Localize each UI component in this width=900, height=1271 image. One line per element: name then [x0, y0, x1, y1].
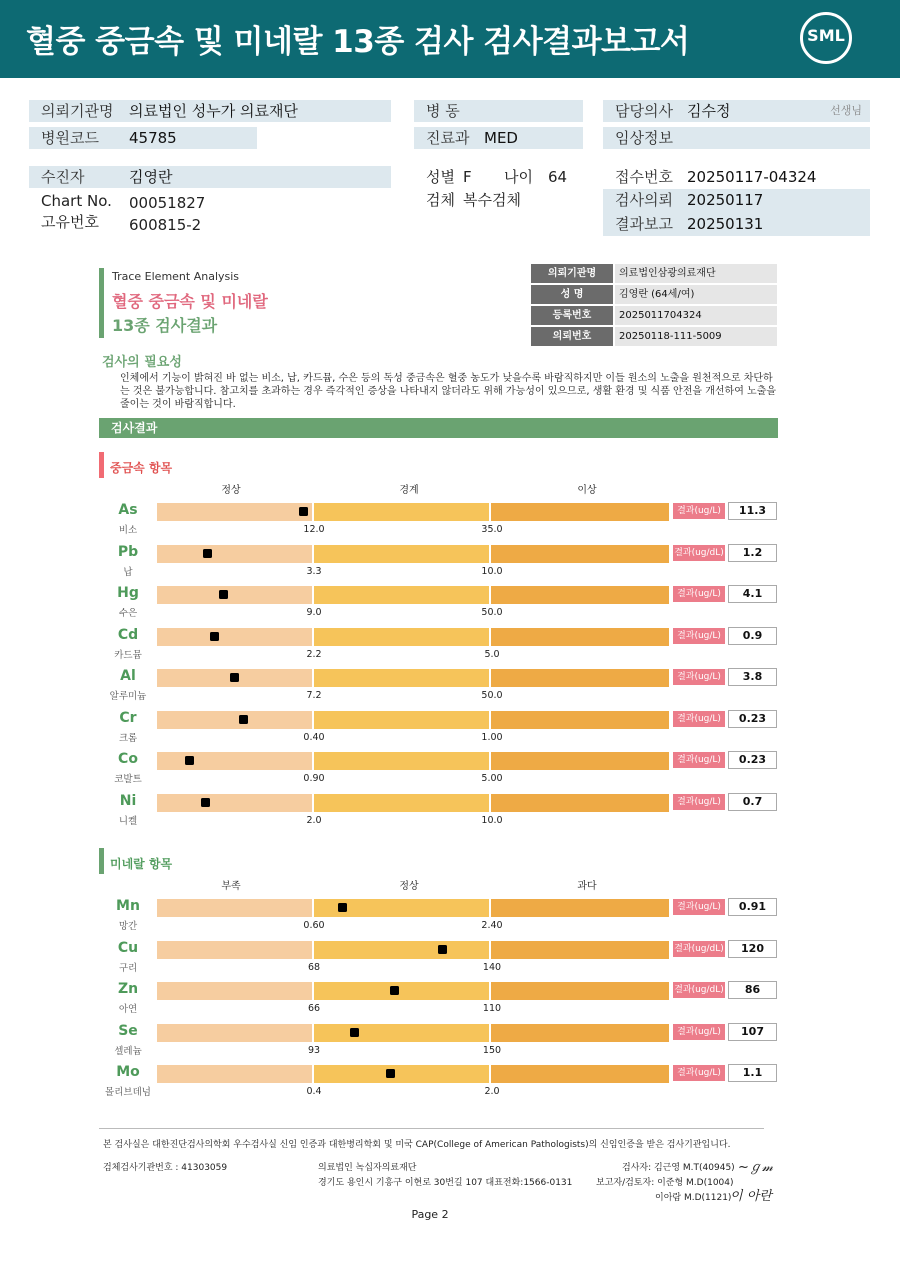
sex-value: F	[463, 168, 472, 186]
info-key: 성 명	[531, 285, 613, 304]
dept-label: 진료과	[426, 129, 470, 147]
name-value: 김영란	[129, 168, 173, 186]
result-value: 1.2	[728, 544, 777, 562]
result-marker	[185, 756, 194, 765]
range-high	[491, 941, 669, 959]
clinical-label: 임상정보	[615, 129, 673, 147]
threshold-2: 50.0	[481, 690, 503, 701]
org-name: 의료법인 녹십자의료재단	[318, 1163, 417, 1173]
range-bar	[157, 586, 669, 604]
tester: 검사자: 김근영 M.T(40945)	[622, 1163, 735, 1173]
age-value: 64	[548, 168, 568, 186]
threshold-1: 93	[307, 1044, 321, 1056]
threshold-1: 12.0	[303, 524, 325, 535]
range-low	[157, 628, 312, 646]
chart-value: 00051827	[129, 194, 206, 212]
info-value: 의료법인삼광의료재단	[615, 264, 777, 283]
need-text: 인체에서 기능이 밝혀진 바 없는 비소, 납, 카드뮴, 수은 등의 독성 중금속은 혈중 농도가 낮을수록 바람직하지만 이들 원소의 노출을 원천적으로 차단하는 것은 불가능합니다. 참고치를 초과하는 경우 즉각적인 증상을 나타내지 않더라도 위해 가능성이 있으므로, 생활 환경 및 식품 안전을 개선하여 노출을 줄이는 것이 바람직합니다.	[120, 373, 777, 410]
id-value: 600815-2	[129, 216, 202, 234]
element-name: 몰리브데넘	[105, 1087, 151, 1098]
receipt-field	[603, 166, 870, 188]
heavy-zone-1: 정상	[221, 485, 241, 496]
range-low	[157, 711, 312, 729]
unit-label: 결과(ug/L)	[673, 669, 725, 685]
threshold-2: 10.0	[481, 565, 503, 577]
element-name: 카드뮴	[114, 649, 142, 661]
range-high	[491, 586, 669, 604]
range-bar	[157, 503, 669, 521]
trace-label: Trace Element Analysis	[112, 270, 240, 283]
heavy-zone-2: 경계	[399, 485, 419, 496]
element-symbol: Mo	[116, 1064, 140, 1080]
range-mid	[314, 941, 489, 959]
mineral-zone-1: 부족	[221, 881, 241, 892]
range-bar	[157, 794, 669, 812]
range-mid	[314, 1024, 489, 1042]
element-symbol: Cr	[119, 709, 137, 726]
mineral-title: 미네랄 항목	[110, 857, 173, 871]
request-value: 20250117	[687, 191, 764, 209]
range-low	[157, 545, 312, 563]
title-accent-bar	[99, 268, 104, 338]
threshold-1: 66	[307, 1003, 321, 1014]
unit-label: 결과(ug/L)	[673, 586, 725, 602]
range-high	[491, 545, 669, 563]
range-high	[491, 711, 669, 729]
info-row	[531, 285, 777, 304]
institution-value: 의료법인 성누가 의료재단	[129, 102, 298, 120]
agency-number: 검체검사기관번호 : 41303059	[103, 1163, 228, 1173]
element-symbol: Cu	[117, 939, 139, 956]
result-value: 4.1	[728, 585, 777, 603]
id-label: 고유번호	[41, 213, 99, 231]
page-number: Page 2	[411, 1208, 449, 1221]
unit-label: 결과(ug/L)	[673, 794, 725, 810]
range-high	[491, 1065, 669, 1083]
range-high	[491, 752, 669, 770]
hospital-code-value: 45785	[129, 129, 177, 147]
signature-icon: ~ℊ𝓂	[738, 1160, 773, 1175]
range-high	[491, 899, 669, 917]
range-bar	[157, 941, 669, 959]
unit-label: 결과(ug/L)	[673, 752, 725, 768]
range-high	[491, 794, 669, 812]
range-high	[491, 628, 669, 646]
doctor-field	[603, 100, 870, 122]
range-low	[157, 503, 312, 521]
range-bar	[157, 982, 669, 1000]
range-mid	[314, 669, 489, 687]
institution-field	[29, 100, 391, 122]
range-high	[491, 669, 669, 687]
dept-field	[414, 127, 583, 149]
result-value: 0.23	[728, 751, 777, 769]
inner-title-line2: 13종 검사결과	[112, 316, 218, 335]
range-bar	[157, 899, 669, 917]
element-name: 크롬	[118, 732, 138, 744]
receipt-label: 접수번호	[615, 168, 673, 186]
range-high	[491, 1024, 669, 1042]
element-symbol: As	[118, 502, 138, 518]
range-low	[157, 1065, 312, 1083]
range-bar	[157, 545, 669, 563]
element-symbol: Co	[118, 751, 138, 767]
result-value: 0.91	[728, 898, 777, 916]
result-marker	[210, 632, 219, 641]
element-name: 아연	[118, 1004, 138, 1015]
element-name: 구리	[118, 962, 138, 974]
range-high	[491, 503, 669, 521]
hospital-code-field	[29, 127, 257, 149]
heavy-zone-3: 이상	[577, 485, 597, 496]
result-value: 0.7	[728, 793, 777, 811]
name-field	[29, 166, 391, 188]
report-value: 20250131	[687, 215, 764, 233]
range-bar	[157, 1065, 669, 1083]
result-value: 3.8	[728, 668, 777, 686]
range-mid	[314, 982, 489, 1000]
unit-label: 결과(ug/dL)	[673, 982, 725, 998]
threshold-2: 110	[482, 1003, 502, 1014]
threshold-1: 2.2	[306, 648, 322, 660]
range-mid	[314, 752, 489, 770]
report-label: 결과보고	[615, 215, 673, 233]
info-key: 등록번호	[531, 306, 613, 325]
result-marker	[203, 549, 212, 558]
reviewer: 보고자/검토자: 이준형 M.D(1004)	[596, 1178, 734, 1188]
threshold-1: 0.60	[303, 920, 325, 931]
threshold-2: 50.0	[481, 607, 503, 618]
range-mid	[314, 545, 489, 563]
range-bar	[157, 1024, 669, 1042]
institution-label: 의뢰기관명	[41, 102, 114, 120]
info-row	[531, 306, 777, 325]
element-name: 비소	[118, 525, 138, 536]
info-value: 20250118-111-5009	[615, 327, 777, 346]
threshold-1: 2.0	[306, 814, 322, 826]
sex-label: 성별	[426, 168, 455, 186]
footer-divider	[99, 1128, 764, 1129]
reviewer-2: 이아람 M.D(1121)	[655, 1193, 732, 1203]
range-low	[157, 899, 312, 917]
result-value: 0.9	[728, 627, 777, 645]
threshold-1: 9.0	[306, 607, 322, 618]
element-symbol: Al	[120, 668, 136, 684]
doctor-label: 담당의사	[615, 102, 673, 120]
logo-text: SML	[807, 26, 845, 45]
element-symbol: Mn	[116, 898, 140, 914]
threshold-1: 3.3	[306, 565, 322, 577]
result-section-bar: 검사결과	[99, 418, 778, 438]
org-address: 경기도 용인시 기흥구 이현로 30번길 107 대표전화:1566-0131	[318, 1178, 573, 1188]
request-report-field	[603, 189, 870, 236]
result-marker	[239, 715, 248, 724]
chart-label: Chart No.	[41, 192, 112, 210]
threshold-2: 140	[482, 961, 502, 973]
range-bar	[157, 628, 669, 646]
unit-label: 결과(ug/L)	[673, 1065, 725, 1081]
range-low	[157, 794, 312, 812]
element-name: 셀레늄	[114, 1045, 142, 1057]
info-row	[531, 264, 777, 283]
result-marker	[299, 507, 308, 516]
unit-label: 결과(ug/L)	[673, 899, 725, 915]
result-value: 107	[728, 1023, 777, 1041]
result-marker	[438, 945, 447, 954]
receipt-value: 20250117-04324	[687, 168, 817, 186]
result-value: 120	[728, 940, 777, 958]
threshold-2: 150	[482, 1044, 502, 1056]
range-low	[157, 752, 312, 770]
element-symbol: Zn	[117, 981, 139, 997]
hospital-code-label: 병원코드	[41, 129, 99, 147]
threshold-2: 2.0	[484, 1086, 500, 1097]
range-mid	[314, 794, 489, 812]
unit-label: 결과(ug/dL)	[673, 545, 725, 561]
threshold-2: 5.00	[481, 773, 503, 784]
unit-label: 결과(ug/L)	[673, 503, 725, 519]
range-mid	[314, 503, 489, 521]
unit-label: 결과(ug/dL)	[673, 941, 725, 957]
range-bar	[157, 669, 669, 687]
result-marker	[338, 903, 347, 912]
result-marker	[350, 1028, 359, 1037]
ward-label: 병 동	[426, 102, 460, 120]
dept-value: MED	[484, 129, 518, 147]
result-value: 1.1	[728, 1064, 777, 1082]
mineral-accent-bar	[99, 848, 104, 874]
unit-label: 결과(ug/L)	[673, 711, 725, 727]
threshold-2: 5.0	[484, 648, 500, 660]
unit-label: 결과(ug/L)	[673, 1024, 725, 1040]
result-marker	[230, 673, 239, 682]
ward-field	[414, 100, 583, 122]
range-low	[157, 982, 312, 1000]
element-name: 망간	[118, 921, 138, 932]
age-label: 나이	[504, 168, 533, 186]
unit-label: 결과(ug/L)	[673, 628, 725, 644]
element-name: 수은	[118, 608, 138, 619]
range-mid	[314, 628, 489, 646]
report-title: 혈중 중금속 및 미네랄 13종 검사 검사결과보고서	[26, 24, 690, 60]
result-marker	[219, 590, 228, 599]
range-mid	[314, 711, 489, 729]
result-value: 86	[728, 981, 777, 999]
result-value: 11.3	[728, 502, 777, 520]
mineral-zone-3: 과다	[577, 881, 597, 892]
range-low	[157, 586, 312, 604]
specimen-value: 복수검체	[463, 191, 521, 209]
info-value: 2025011704324	[615, 306, 777, 325]
threshold-2: 2.40	[481, 920, 503, 931]
result-value: 0.23	[728, 710, 777, 728]
range-mid	[314, 586, 489, 604]
threshold-1: 0.40	[303, 731, 325, 743]
element-name: 코발트	[114, 774, 142, 785]
request-label: 검사의뢰	[615, 191, 673, 209]
heavy-title: 중금속 항목	[110, 461, 173, 475]
range-mid	[314, 1065, 489, 1083]
threshold-2: 1.00	[481, 731, 503, 743]
report-header	[0, 0, 900, 78]
info-row	[531, 327, 777, 346]
mineral-zone-2: 정상	[399, 881, 419, 892]
element-name: 니켈	[118, 815, 138, 827]
element-symbol: Hg	[117, 585, 139, 601]
doctor-suffix: 선생님	[830, 104, 862, 117]
element-symbol: Cd	[117, 626, 139, 643]
threshold-2: 35.0	[481, 524, 503, 535]
threshold-1: 0.90	[303, 773, 325, 784]
name-label: 수진자	[41, 168, 85, 186]
signature-icon: 이 아란	[730, 1189, 772, 1204]
cert-text: 본 검사실은 대한진단검사의학회 우수검사실 신임 인증과 대한병리학회 및 미국 CAP(College of American Pathologists)의 신임인증을 받은 검사기관입니다.	[103, 1140, 731, 1150]
info-value: 김영란 (64세/여)	[615, 285, 777, 304]
range-bar	[157, 752, 669, 770]
result-marker	[390, 986, 399, 995]
heavy-accent-bar	[99, 452, 104, 478]
range-bar	[157, 711, 669, 729]
threshold-1: 0.4	[306, 1086, 322, 1097]
threshold-1: 7.2	[306, 690, 322, 701]
threshold-1: 68	[307, 961, 321, 973]
info-key: 의뢰기관명	[531, 264, 613, 283]
doctor-value: 김수정	[687, 102, 731, 120]
need-title: 검사의 필요성	[102, 355, 182, 370]
range-high	[491, 982, 669, 1000]
element-symbol: Pb	[117, 543, 139, 560]
info-key: 의뢰번호	[531, 327, 613, 346]
element-name: 납	[123, 566, 133, 578]
result-marker	[201, 798, 210, 807]
element-name: 알루미늄	[109, 691, 147, 702]
element-symbol: Ni	[119, 792, 137, 809]
clinical-field	[603, 127, 870, 149]
specimen-label: 검체	[426, 191, 455, 209]
range-low	[157, 1024, 312, 1042]
element-symbol: Se	[118, 1022, 138, 1039]
result-marker	[386, 1069, 395, 1078]
inner-title-line1: 혈중 중금속 및 미네랄	[112, 292, 268, 311]
threshold-2: 10.0	[481, 814, 503, 826]
range-low	[157, 941, 312, 959]
